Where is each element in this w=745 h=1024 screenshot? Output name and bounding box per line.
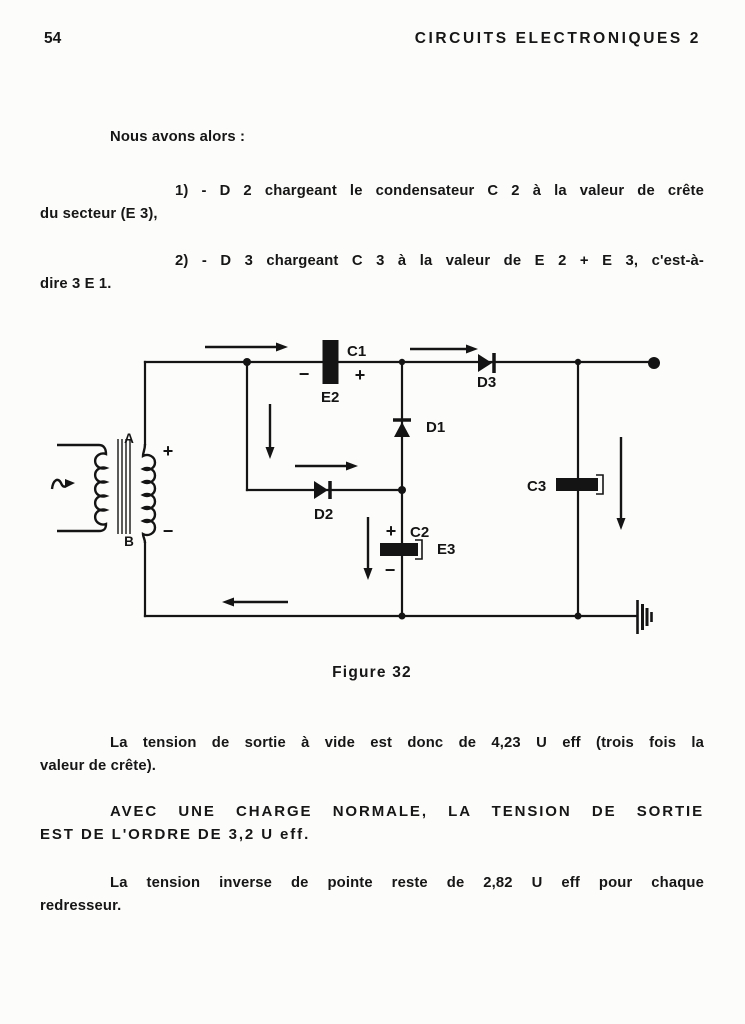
terminal-b-label: B — [124, 534, 134, 549]
output-terminal-dot — [648, 357, 660, 369]
junction-dot — [575, 613, 582, 620]
arrow-down-left-branch-icon — [266, 404, 275, 459]
arrow-right-top-right-icon — [410, 345, 478, 354]
list-item-2-line-2: dire 3 E 1. — [40, 276, 112, 292]
capacitor-c1-label: C1 — [347, 343, 367, 360]
list-item-1-line-2: du secteur (E 3), — [40, 206, 158, 222]
arrow-down-c3-icon — [617, 437, 626, 530]
terminal-a-label: A — [124, 431, 134, 446]
paragraph-charge-line-2: EST DE L'ORDRE DE 3,2 U eff. — [40, 826, 311, 843]
current-arrows — [205, 343, 626, 607]
diode-d1-triangle — [394, 422, 410, 437]
c1-minus-sign: − — [298, 364, 310, 384]
list-item-1-line-1: 1) - D 2 chargeant le condensateur C 2 à la valeur de crête — [175, 183, 704, 199]
junction-dot — [243, 358, 251, 366]
ground-icon — [638, 600, 652, 634]
junction-dot — [575, 359, 581, 365]
c2-minus-sign: − — [384, 560, 396, 580]
c1-plus-sign: + — [354, 365, 366, 385]
transformer — [52, 431, 173, 549]
capacitor-c1 — [299, 340, 366, 406]
diode-d2 — [314, 481, 333, 523]
voltage-e2-label: E2 — [321, 389, 340, 406]
diode-d1-label: D1 — [426, 419, 446, 436]
arrow-down-c2-icon — [364, 517, 373, 580]
capacitor-c1-body — [323, 340, 339, 384]
paragraph-charge-line-1: AVEC UNE CHARGE NORMALE, LA TENSION DE SORTIE — [110, 803, 704, 820]
voltage-e3-label: E3 — [437, 541, 456, 558]
secondary-minus-sign: − — [162, 521, 174, 541]
c2-plus-sign: + — [385, 521, 397, 541]
arrow-left-bottom-icon — [222, 598, 288, 607]
paragraph-inverse-line-2: redresseur. — [40, 898, 122, 914]
diode-d3 — [477, 353, 496, 391]
capacitor-c3-body — [556, 478, 598, 491]
capacitor-c2-body — [380, 543, 418, 556]
capacitor-c2 — [380, 521, 455, 580]
arrow-right-d2-icon — [295, 462, 358, 471]
list-item-2-line-1: 2) - D 3 chargeant C 3 à la valeur de E 2 + E 3, c'est-à- — [175, 253, 704, 269]
figure-caption: Figure 32 — [332, 664, 412, 681]
junction-dot — [399, 359, 405, 365]
capacitor-c3-label: C3 — [527, 478, 547, 495]
diode-d3-triangle — [478, 354, 492, 372]
arrow-right-top-left-icon — [205, 343, 288, 352]
page-number: 54 — [44, 30, 62, 47]
secondary-plus-sign: + — [162, 441, 174, 461]
primary-winding — [57, 445, 106, 531]
diode-d2-label: D2 — [314, 506, 334, 523]
diode-d2-triangle — [314, 481, 328, 499]
capacitor-c2-label: C2 — [410, 524, 430, 541]
paragraph-vide-line-2: valeur de crête). — [40, 758, 157, 774]
running-title: CIRCUITS ELECTRONIQUES 2 — [414, 30, 701, 47]
junction-dot — [399, 613, 406, 620]
ac-source-icon — [52, 479, 75, 489]
paragraph-vide-line-1: La tension de sortie à vide est donc de 4,23 U eff (trois fois la — [110, 735, 704, 751]
secondary-winding — [143, 444, 155, 543]
paragraph-intro: Nous avons alors : — [110, 129, 246, 145]
diode-d3-label: D3 — [477, 374, 497, 391]
capacitor-c3 — [527, 475, 603, 495]
core-laminations — [118, 439, 130, 534]
junction-dot — [398, 486, 406, 494]
diode-d1 — [393, 419, 445, 437]
paragraph-inverse-line-1: La tension inverse de pointe reste de 2,82 U eff pour chaque — [110, 875, 704, 891]
